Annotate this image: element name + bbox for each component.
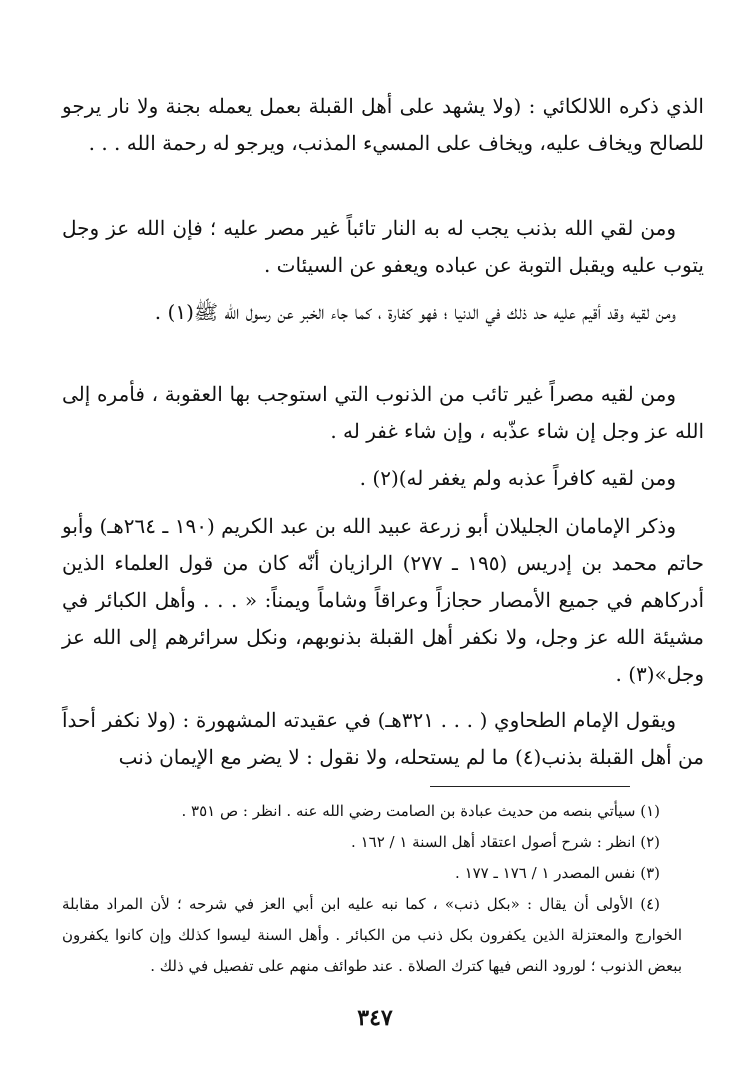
footnote-2: (٢) انظر : شرح أصول اعتقاد أهل السنة ١ / ١٦٢ . [351,833,660,851]
paragraph-4 [62,376,704,450]
paragraph-5 [62,460,704,497]
footnote-1: (١) سيأتي بنصه من حديث عبادة بن الصامت رضي الله عنه . انظر : ص ٣٥١ . [181,802,660,820]
paragraph-text: الذي ذكره اللالكائي : (ولا يشهد على أهل القبلة بعمل يعمله بجنة ولا نار يرجو للصالح ويخاف عليه، ويخاف على المسيء المذنب، ويرجو له رحمة الله . . . [62,94,704,155]
paragraph-text: ومن لقي الله بذنب يجب له به النار تائباً غير مصر عليه ؛ فإن الله عز وجل يتوب عليه ويقبل التوبة عن عباده ويعفو عن السيئات . [62,216,704,277]
footnotes [62,796,682,982]
paragraph-6 [62,508,704,693]
footnote-divider [430,786,630,787]
paragraph-text: ومن لقيه كافراً عذبه ولم يغفر له)(٢) . [359,466,676,490]
paragraph-text: ومن لقيه مصراً غير تائب من الذنوب التي استوجب بها العقوبة ، فأمره إلى الله عز وجل إن شاء عذّبه ، وإن شاء غفر له . [62,382,704,443]
paragraph-text: ومن لقيه وقد أقيم عليه حد ذلك في الدنيا ؛ فهو كفارة ، كما جاء الخبر عن رسول الله ﷺ(١) . [154,300,676,324]
footnote-4: (٤) الأولى أن يقال : «بكل ذنب» ، كما نبه عليه ابن أبي العز في شرحه ؛ لأن المراد مقابلة الخوارج والمعتزلة الذين يكفرون بكل ذنب من الكبائر . وأهل السنة ليسوا كذلك وإن كانوا يكفرون ببعض الذنوب ؛ لورود النص فيها كترك الصلاة . عند طوائف منهم على تفصيل في ذلك . [62,895,682,975]
paragraph-3 [62,294,704,331]
paragraph-text: ويقول الإمام الطحاوي ( . . . ٣٢١هـ) في عقيدته المشهورة : (ولا نكفر أحداً من أهل القبلة بذنب(٤) ما لم يستحله، ولا نقول : لا يضر مع الإيمان ذنب [62,708,704,769]
page-number: ٣٤٧ [357,1005,393,1031]
paragraph-7 [62,702,704,776]
paragraph-text: وذكر الإمامان الجليلان أبو زرعة عبيد الله بن عبد الكريم (١٩٠ ـ ٢٦٤هـ) وأبو حاتم محمد بن إدريس (١٩٥ ـ ٢٧٧) الرازيان أنّه كان من قول العلماء الذين أدركاهم في جميع الأمصار حجازاً وعراقاً وشاماً ويمناً: « . . . وأهل الكبائر في مشيئة الله عز وجل، ولا نكفر أهل القبلة بذنوبهم، ونكل سرائرهم إلى الله عز وجل»(٣) . [62,514,704,686]
paragraph-1 [62,88,704,162]
footnote-3: (٣) نفس المصدر ١ / ١٧٦ ـ ١٧٧ . [455,864,660,882]
paragraph-2 [62,210,704,284]
